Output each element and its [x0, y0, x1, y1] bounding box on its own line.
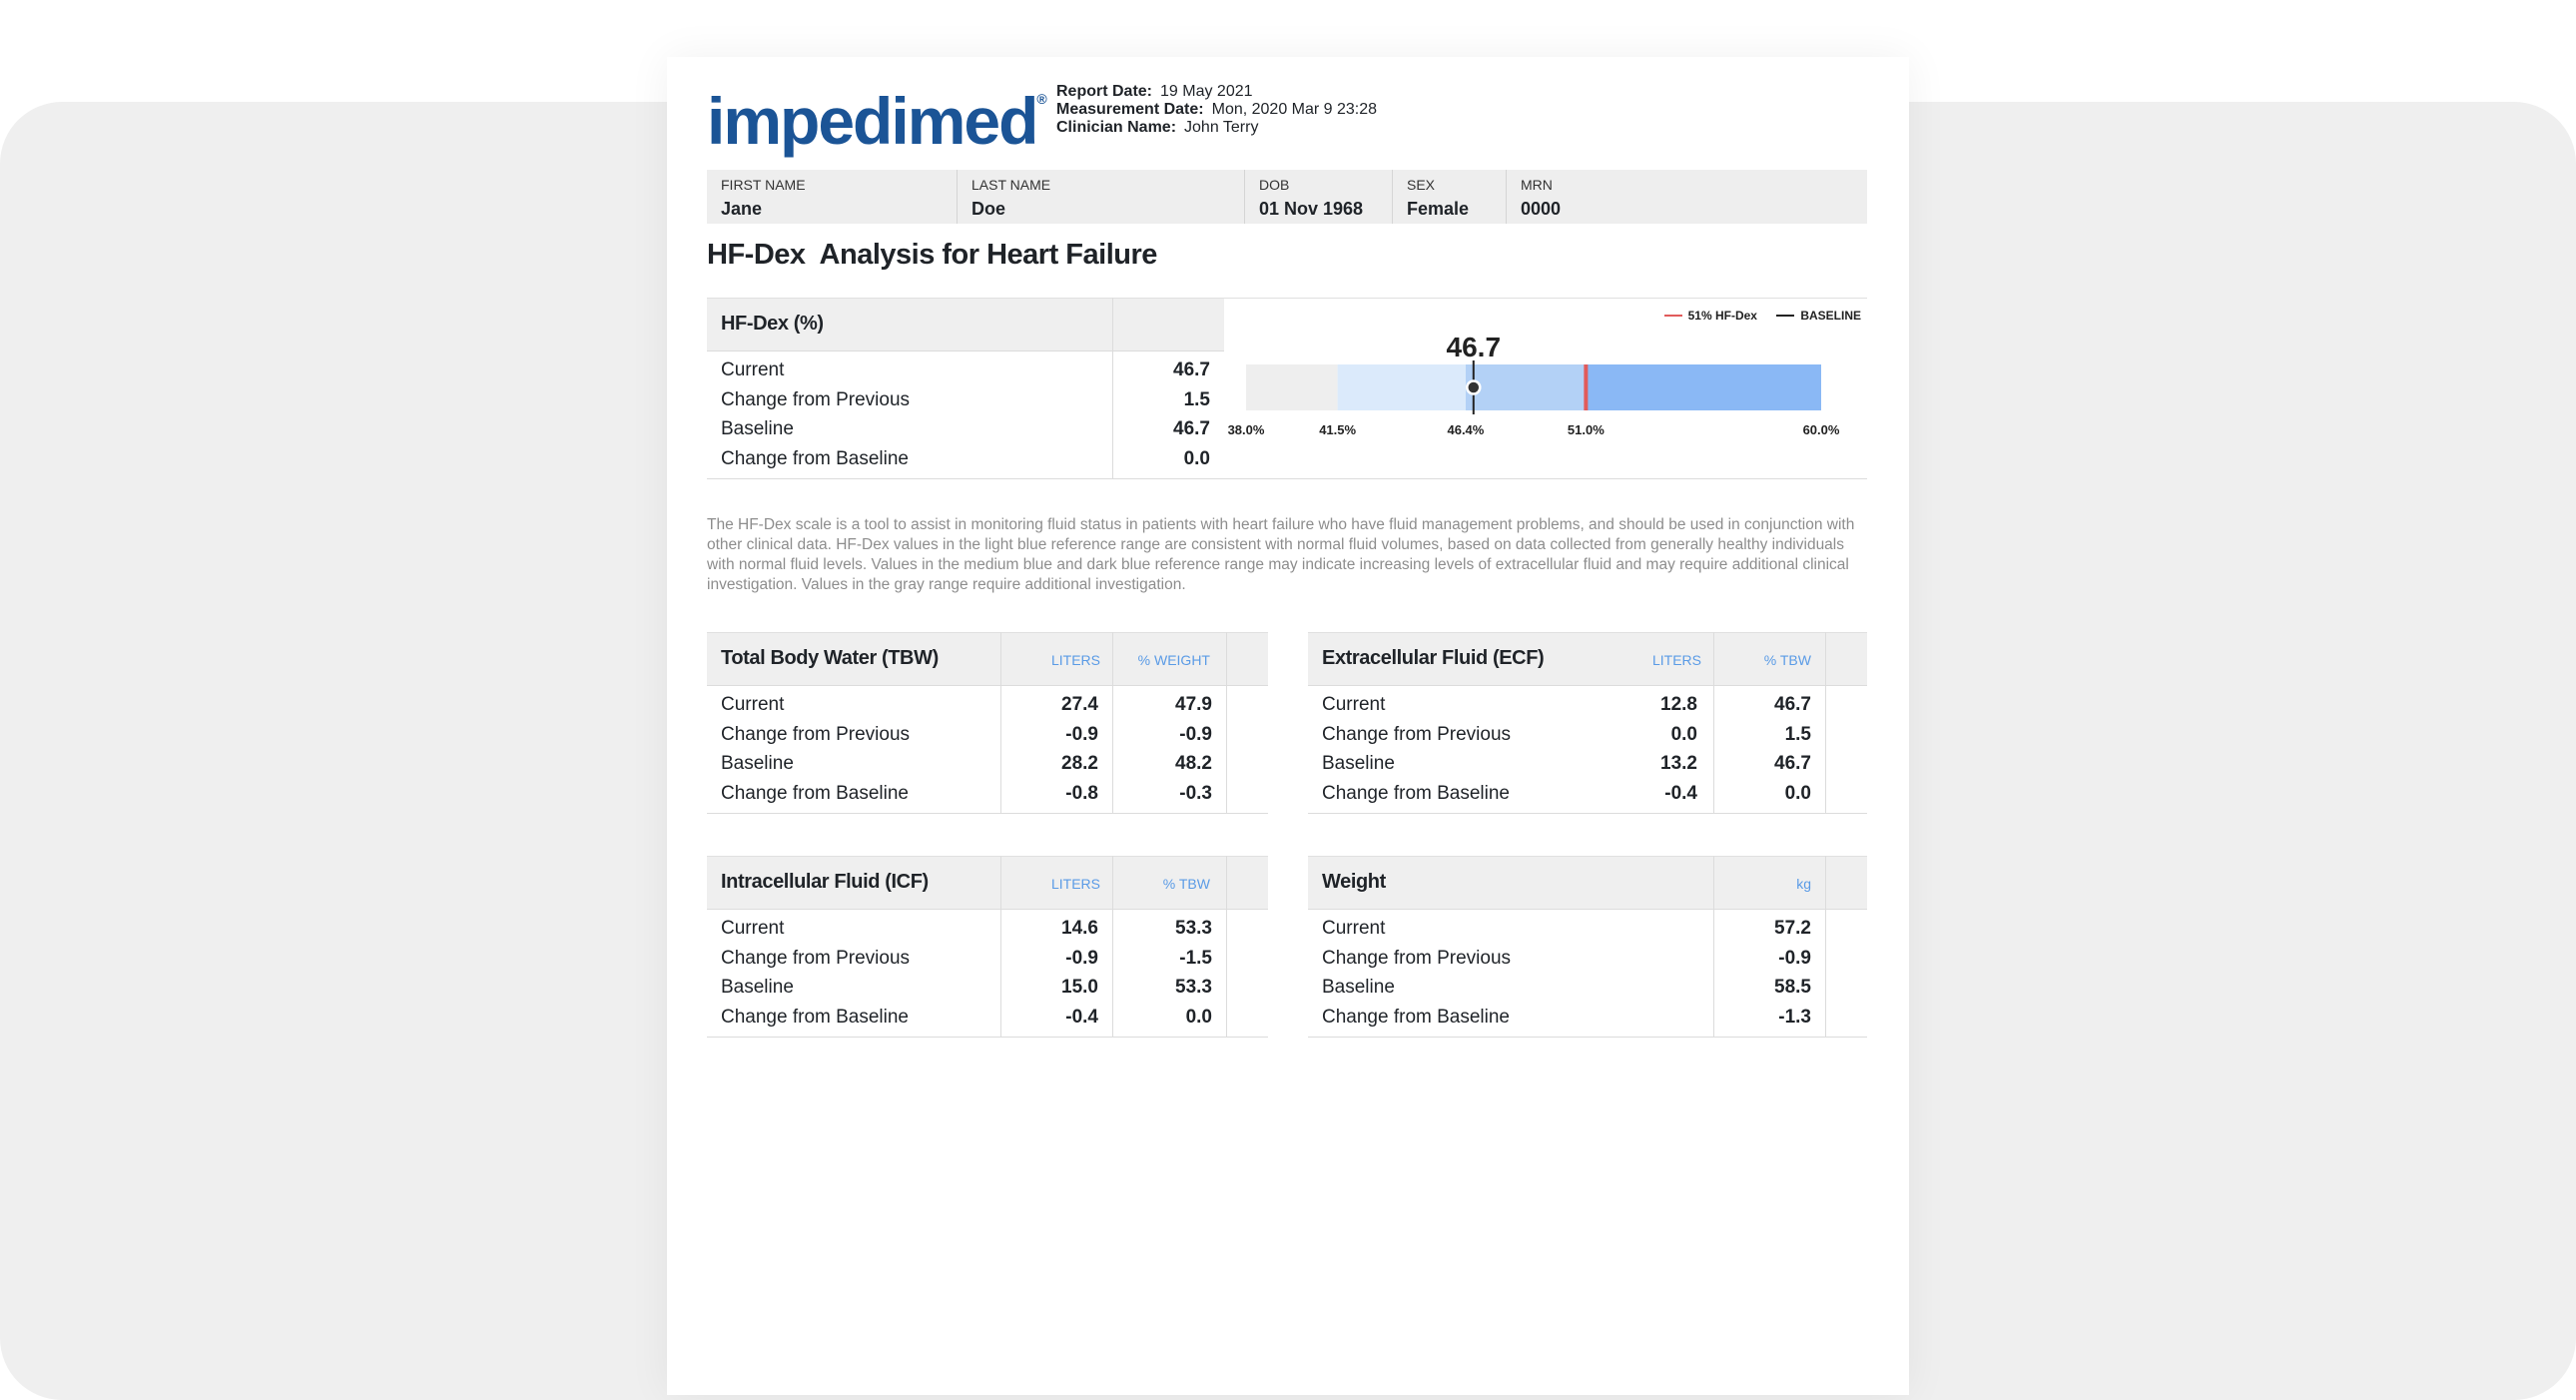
tbw-header-title: Total Body Water (TBW): [721, 647, 939, 669]
threshold-marker: [1584, 364, 1588, 410]
hfdex-scale-svg: [1224, 297, 1867, 476]
table-bottom-border: [1308, 1037, 1867, 1038]
row-label: Change from Previous: [721, 388, 911, 410]
hfdex-hfdex-value: 0.0: [1183, 447, 1210, 469]
ecf-percent-value: 46.7: [1774, 694, 1811, 715]
weight-table-header: [1308, 856, 1867, 910]
chart-top-border: [1224, 298, 1867, 299]
icf-percent-value: 53.3: [1175, 918, 1212, 939]
icf-table-header: [707, 856, 1268, 910]
ecf-header-title: Extracellular Fluid (ECF): [1322, 647, 1545, 669]
weight-kg-value: -1.3: [1778, 1006, 1811, 1028]
clinician-name: John Terry: [1184, 119, 1259, 136]
tick-label: 41.5%: [1319, 422, 1357, 437]
scale-band-2: [1466, 364, 1586, 410]
hfdex-description: The HF-Dex scale is a tool to assist in monitoring fluid status in patients with heart failure who have fluid management problems, and should be used in conjunction with other clinical data. HF-Dex values in the light blue reference range are consistent with normal fluid volumes, based on data collected from generally healthy individuals with normal fluid levels. Values in the medium blue and dark blue reference range may indicate increasing levels of extracellular fluid and may require additional clinical investigation. Values in the gray range require additional investigation.: [707, 516, 1855, 593]
hfdex-hfdex-value: 1.5: [1183, 388, 1210, 410]
first-name-cell: [707, 170, 957, 224]
tbw-liters-value: 28.2: [1061, 753, 1098, 774]
ecf-liters-value: 13.2: [1660, 753, 1697, 774]
ecf-percent-value: 0.0: [1784, 782, 1811, 804]
column-divider: [1226, 856, 1227, 1038]
hfdex-chart: [1224, 297, 1867, 476]
weight-header-title: Weight: [1322, 871, 1386, 893]
dob-value: 01 Nov 1968: [1259, 199, 1364, 219]
row-label: Change from Baseline: [721, 782, 909, 804]
row-label: Change from Previous: [1322, 947, 1512, 969]
column-divider: [1825, 632, 1826, 814]
legend-swatch-threshold: [1664, 315, 1682, 317]
measurement-date: Mon, 2020 Mar 9 23:28: [1211, 101, 1378, 118]
tick-label: 38.0%: [1227, 422, 1265, 437]
icf-liters-value: 14.6: [1061, 918, 1098, 939]
patient-info-bar: [707, 170, 1867, 224]
current-value-label: 46.7: [1446, 332, 1502, 362]
row-label: Current: [721, 694, 785, 715]
report-meta: [1056, 83, 1377, 137]
table-bottom-border: [707, 813, 1268, 814]
icf-tbw-header: % TBW: [1162, 876, 1210, 892]
sex-value: Female: [1407, 199, 1470, 219]
tbw-percent-value: 48.2: [1175, 753, 1212, 774]
first-name-label: FIRST NAME: [721, 177, 806, 193]
ecf-tbw-header: % TBW: [1763, 652, 1811, 668]
ecf-liters-header: LITERS: [1651, 652, 1701, 668]
impedimed-logo: impedimed®: [707, 84, 1047, 158]
row-label: Change from Baseline: [721, 1006, 909, 1028]
current-value-dot: [1467, 381, 1480, 394]
weight-kg-header: kg: [1796, 876, 1811, 892]
tbw-liters-value: -0.8: [1065, 782, 1098, 804]
icf-liters-value: -0.4: [1065, 1006, 1098, 1028]
hfdex-table-header: [707, 298, 1224, 351]
measurement-date-label: Measurement Date:: [1056, 101, 1204, 118]
hfdex-table: [707, 298, 1224, 479]
weight-kg-value: 58.5: [1774, 977, 1811, 998]
table-bottom-border: [1308, 813, 1867, 814]
tick-label: 51.0%: [1567, 422, 1605, 437]
weight-kg-value: -0.9: [1778, 947, 1811, 969]
row-label: Change from Baseline: [721, 447, 909, 469]
clinician-label: Clinician Name:: [1056, 119, 1177, 136]
icf-table: [707, 856, 1268, 1038]
page-title: HF-Dex Analysis for Heart Failure: [707, 239, 1157, 271]
mrn-cell: [1506, 170, 1655, 224]
last-name-label: LAST NAME: [971, 177, 1051, 193]
first-name-value: Jane: [721, 199, 763, 219]
scale-band-3: [1586, 364, 1821, 410]
tick-label: 46.4%: [1447, 422, 1485, 437]
icf-percent-value: 0.0: [1185, 1006, 1212, 1028]
mrn-value: 0000: [1521, 199, 1562, 219]
row-label: Baseline: [1322, 977, 1395, 998]
icf-header-title: Intracellular Fluid (ICF): [721, 871, 929, 893]
row-label: Current: [1322, 918, 1386, 939]
row-label: Current: [721, 359, 785, 380]
tick-label: 60.0%: [1802, 422, 1840, 437]
legend-baseline-label: BASELINE: [1800, 309, 1861, 323]
hfdex-header-title: HF-Dex (%): [721, 313, 824, 335]
ecf-liters-value: -0.4: [1664, 782, 1697, 804]
weight-kg-value: 57.2: [1774, 918, 1811, 939]
tbw-table-header: [707, 632, 1268, 686]
row-label: Change from Baseline: [1322, 782, 1510, 804]
row-label: Change from Previous: [1322, 723, 1512, 745]
tbw-liters-value: 27.4: [1061, 694, 1098, 715]
tbw-weight-header: % WEIGHT: [1137, 652, 1210, 668]
report-date: 19 May 2021: [1160, 83, 1253, 100]
weight-table: [1308, 856, 1867, 1038]
report-page: [667, 57, 1909, 1395]
tbw-percent-value: -0.3: [1179, 782, 1212, 804]
column-divider: [1226, 632, 1227, 814]
table-bottom-border: [707, 478, 1224, 479]
mrn-label: MRN: [1521, 177, 1553, 193]
icf-percent-value: -1.5: [1179, 947, 1212, 969]
ecf-liters-value: 0.0: [1670, 723, 1697, 745]
sex-label: SEX: [1407, 177, 1436, 193]
icf-liters-value: -0.9: [1065, 947, 1098, 969]
last-name-value: Doe: [971, 199, 1006, 219]
row-label: Change from Previous: [721, 723, 911, 745]
hfdex-hfdex-value: 46.7: [1173, 418, 1210, 439]
row-label: Baseline: [721, 418, 794, 439]
legend-swatch-baseline: [1776, 315, 1794, 317]
chart-bottom-border: [1224, 478, 1867, 479]
tbw-percent-value: 47.9: [1175, 694, 1212, 715]
row-label: Change from Baseline: [1322, 1006, 1510, 1028]
chart-legend: [1648, 309, 1861, 323]
dob-cell: [1244, 170, 1392, 224]
last-name-cell: [957, 170, 1244, 224]
tbw-liters-value: -0.9: [1065, 723, 1098, 745]
tbw-table: [707, 632, 1268, 814]
row-label: Current: [1322, 694, 1386, 715]
ecf-liters-value: 12.8: [1660, 694, 1697, 715]
hfdex-hfdex-value: 46.7: [1173, 359, 1210, 380]
row-label: Change from Previous: [721, 947, 911, 969]
row-label: Baseline: [721, 977, 794, 998]
ecf-table-header: [1308, 632, 1867, 686]
row-label: Baseline: [721, 753, 794, 774]
row-label: Current: [721, 918, 785, 939]
table-bottom-border: [707, 1037, 1268, 1038]
row-label: Baseline: [1322, 753, 1395, 774]
tbw-liters-header: LITERS: [1050, 652, 1100, 668]
ecf-percent-value: 1.5: [1784, 723, 1811, 745]
icf-liters-value: 15.0: [1061, 977, 1098, 998]
scale-band-1: [1338, 364, 1466, 410]
column-divider: [1825, 856, 1826, 1038]
sex-cell: [1392, 170, 1506, 224]
tbw-percent-value: -0.9: [1179, 723, 1212, 745]
scale-band-0: [1246, 364, 1338, 410]
ecf-table: [1308, 632, 1867, 814]
report-date-label: Report Date:: [1056, 83, 1153, 100]
dob-label: DOB: [1259, 177, 1290, 193]
icf-liters-header: LITERS: [1050, 876, 1100, 892]
icf-percent-value: 53.3: [1175, 977, 1212, 998]
ecf-percent-value: 46.7: [1774, 753, 1811, 774]
legend-threshold-label: 51% HF-Dex: [1687, 309, 1757, 323]
